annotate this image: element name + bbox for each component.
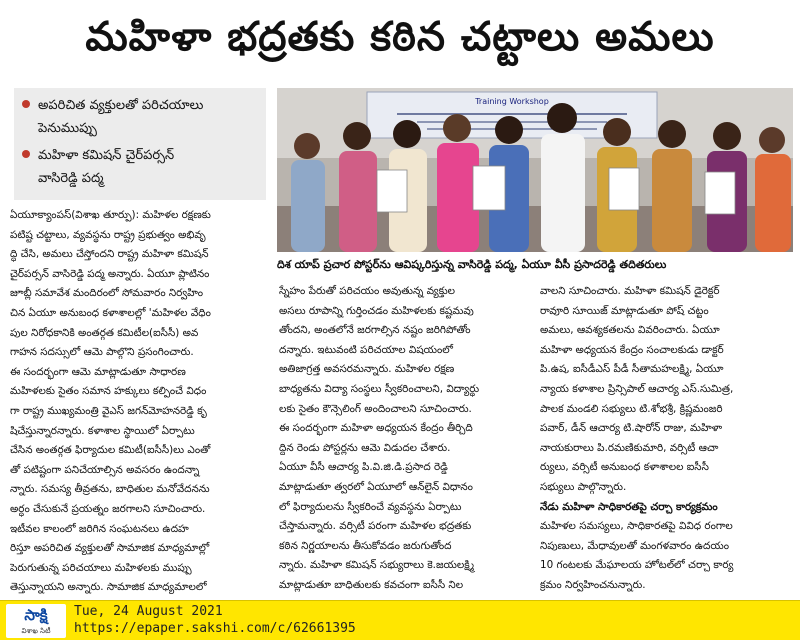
text-line: ఏయూక్యాంపస్(విశాఖ తూర్పు): మహిళల రక్షణకు: [10, 209, 211, 221]
photo-illustration: [277, 88, 793, 252]
text-line: లో ఫిర్యాదులను స్వీకరించే వ్యవస్థను ఏర్పాటు: [279, 500, 462, 513]
publication-date: Tue, 24 August 2021: [74, 604, 223, 619]
text-line: ఏయూ వీసీ ఆచార్య పి.వి.జి.డి.ప్రసాద రెడ్డి: [279, 461, 448, 474]
text-line: పవార్, డీన్ ఆచార్య టి.షారోన్ రాజు, మహిళా: [540, 422, 723, 435]
text-line: మహిళలకు సైతం సమాన హక్కులు కల్పించే విధం: [10, 385, 207, 398]
text-line: పుల నిరోధకానికి అంతర్గత కమిటీల(ఐసీసీ) అవ: [10, 326, 199, 339]
text-line: స్నేహం పేరుతో పరిచయం అవుతున్న వ్యక్తుల: [279, 285, 456, 297]
text-line: బాధ్యతను విద్యా సంస్థలు స్వీకరించాలని, విద్యార్థు: [279, 382, 480, 395]
text-line: ఈ సందర్భంగా మహిళా అధ్యయన కేంద్రం తీర్చిది: [279, 422, 473, 435]
text-line: రిస్తూ అపరిచిత వ్యక్తులతో సామాజిక మాధ్యమాల్లో: [10, 542, 210, 555]
text-line: అసలు రూపాన్ని గుర్తించడం మహిళలకు కష్టమవు: [279, 304, 474, 317]
text-line: పెరుగుతున్న పరిచయాలు మహిళలకు ముప్పు: [10, 561, 192, 574]
sakshi-logo: [6, 604, 66, 638]
photo-caption: దిశ యాప్ ప్రచార పోస్టర్‌ను ఆవిష్కరిస్తున్న వాసిరెడ్డి పద్మ, ఏయూ వీసీ ప్రసాదరెడ్డి తదితరులు: [277, 258, 667, 271]
text-line: చిన ఏయూ అనుబంధ కళాశాలల్లో 'మహిళల వేధిం: [10, 306, 211, 319]
bullet-icon: [22, 100, 30, 108]
text-line: షిచేస్తున్నారన్నారు. కళాశాల స్థాయిలో ఏర్పాటు: [10, 424, 195, 437]
highlight-text: అపరిచిత వ్యక్తులతో పరిచయాలు పెనుముప్పు: [38, 98, 204, 136]
highlight-item: [22, 94, 258, 140]
article-column-2: [279, 282, 533, 596]
footer-bar: [0, 600, 800, 640]
text-line: మహిళా అధ్యయన కేంద్రం సంచాలకుడు డాక్టర్: [540, 343, 724, 356]
text-line: తో పటిష్టంగా పనిచేయాల్సిన అవసరం ఉందన్నా: [10, 463, 200, 476]
text-line: న్యాయ కళాశాల ప్రిన్సిపాల్ ఆచార్య ఎస్.సుమిత్ర,: [540, 382, 734, 395]
text-line: పి.ఉష, ఐసీడీఎస్ పీడీ సీతామహలక్ష్మి, ఏయూ: [540, 363, 724, 376]
text-line: మహిళల సమస్యలు, సాధికారతపై వివిధ రంగాల: [540, 520, 733, 533]
text-line: తెస్తున్నాయని అన్నారు. సామాజిక మాధ్యమాలలో: [10, 581, 207, 594]
photo-banner-text: Training Workshop: [475, 97, 549, 106]
headline: మహిళా భద్రతకు కఠిన చట్టాలు అమలు: [85, 14, 715, 60]
text-line: అతిజాగ్రత్త అవసరమన్నారు. మహిళల రక్షణ: [279, 363, 455, 376]
text-line: చేసిన అంతర్గత ఫిర్యాదుల కమిటీ(ఐసీసీ)లు ఎంతో: [10, 444, 211, 457]
text-line: గాహన సదస్సులో ఆమె పాల్గొని ప్రసంగించారు.: [10, 346, 194, 359]
text-line: లకు సైతం కౌన్సెలింగ్ అందించాలని సూచించారు.: [279, 402, 472, 415]
bullet-icon: [22, 150, 30, 158]
text-line: సభ్యులు పాల్గొన్నారు.: [540, 480, 627, 493]
text-line: ద్ధి చేసి, అమలు చేస్తోందని రాష్ట్ర మహిళా కమిషన్: [10, 248, 209, 261]
text-line: చేస్తామన్నారు. వర్సిటీ పరంగా మహిళల భద్రతకు: [279, 520, 472, 533]
text-line: క్రమం నిర్వహించనున్నారు.: [540, 578, 646, 591]
news-photo: [277, 88, 793, 252]
logo-mark: సాక్షి: [24, 606, 48, 624]
text-line: ర్యులు, వర్సిటీ అనుబంధ కళాశాలల ఐసీసీ: [540, 461, 709, 474]
article-column-1: [10, 206, 270, 598]
text-line: 10 గంటలకు మేఘాలయ హోటల్‌లో చర్చా కార్య: [540, 559, 734, 572]
text-line: కఠిన నిర్ణయాలను తీసుకోవడం జరుగుతోంద: [279, 539, 452, 552]
text-line: తోందని, అంతలోనే జరగాల్సిన నష్టం జరిగిపోతోం: [279, 324, 471, 337]
sub-heading: నేడు మహిళా సాధికారతపై చర్చా కార్యక్రమం: [540, 500, 718, 513]
text-line: దన్నారు. ఇటువంటి పరిచయాల విషయంలో: [279, 343, 453, 356]
highlights-box: [14, 88, 266, 200]
text-line: మాట్లాడుతూ బాధితులకు కవచంగా ఐసీసీ నిల: [279, 578, 464, 591]
text-line: రావూరి సూయిజ్ మాట్లాడుతూ పోష్ చట్టం: [540, 304, 709, 317]
text-line: అర్ధం చేసుకునే ప్రయత్నం జరగాలని సూచించారు.: [10, 502, 206, 515]
text-line: ద్దిన రెండు పోస్టర్లను ఆమె విడుదల చేశారు.: [279, 441, 451, 454]
text-line: చైర్‌పర్సన్ వాసిరెడ్డి పద్మ అన్నారు. ఏయూ ప్లాటినం: [10, 267, 210, 280]
text-line: ఈ సందర్భంగా ఆమె మాట్లాడుతూ సాధారణ: [10, 365, 186, 378]
text-line: ఇటీవల కాలంలో జరిగిన సంఘటనలు ఉదహ: [10, 522, 189, 535]
text-line: నాయకురాలు పి.రమణికుమారి, వర్సిటీ ఆచా: [540, 441, 719, 454]
text-line: వాలని సూచించారు. మహిళా కమిషన్ డైరెక్టర్: [540, 285, 720, 297]
text-line: మాట్లాడుతూ త్వరలో ఏయూలో ఆన్‌లైన్ విధానం: [279, 480, 473, 493]
text-line: గా రాష్ట్ర ముఖ్యమంత్రి వైఎస్ జగన్‌మోహనరెడ్డి కృ: [10, 404, 207, 417]
article-column-3: [540, 282, 794, 596]
logo-subtext: విశాఖ సిటీ: [21, 627, 51, 635]
text-line: పాలక మండలి సభ్యులు టి.శోభశ్రీ, క్రిష్ణమంజరి: [540, 402, 723, 415]
epaper-url[interactable]: https://epaper.sakshi.com/c/62661395: [74, 621, 356, 636]
text-line: అమలు, ఆవశ్యకతలను వివరించారు. ఏయూ: [540, 324, 720, 337]
text-line: న్నారు. సమస్య తీవ్రతను, బాధితుల మనోవేదనను: [10, 483, 210, 496]
text-line: న్నారు. మహిళా కమిషన్ సభ్యురాలు కె.జయలక్ష్మి: [279, 559, 475, 572]
text-line: పటిష్ట చట్టాలు, వ్యవస్థను రాష్ట్ర ప్రభుత్వం అభివృ: [10, 228, 206, 241]
text-line: జూబ్లీ సమావేశ మందిరంలో సోమవారం నిర్వహిం: [10, 287, 203, 300]
highlight-text: మహిళా కమిషన్ చైర్‌పర్సన్ వాసిరెడ్డి పద్మ: [38, 148, 175, 186]
highlight-item: [22, 144, 258, 190]
text-line: నిపుణులు, మేధావులతో మంగళవారం ఉదయం: [540, 539, 729, 552]
